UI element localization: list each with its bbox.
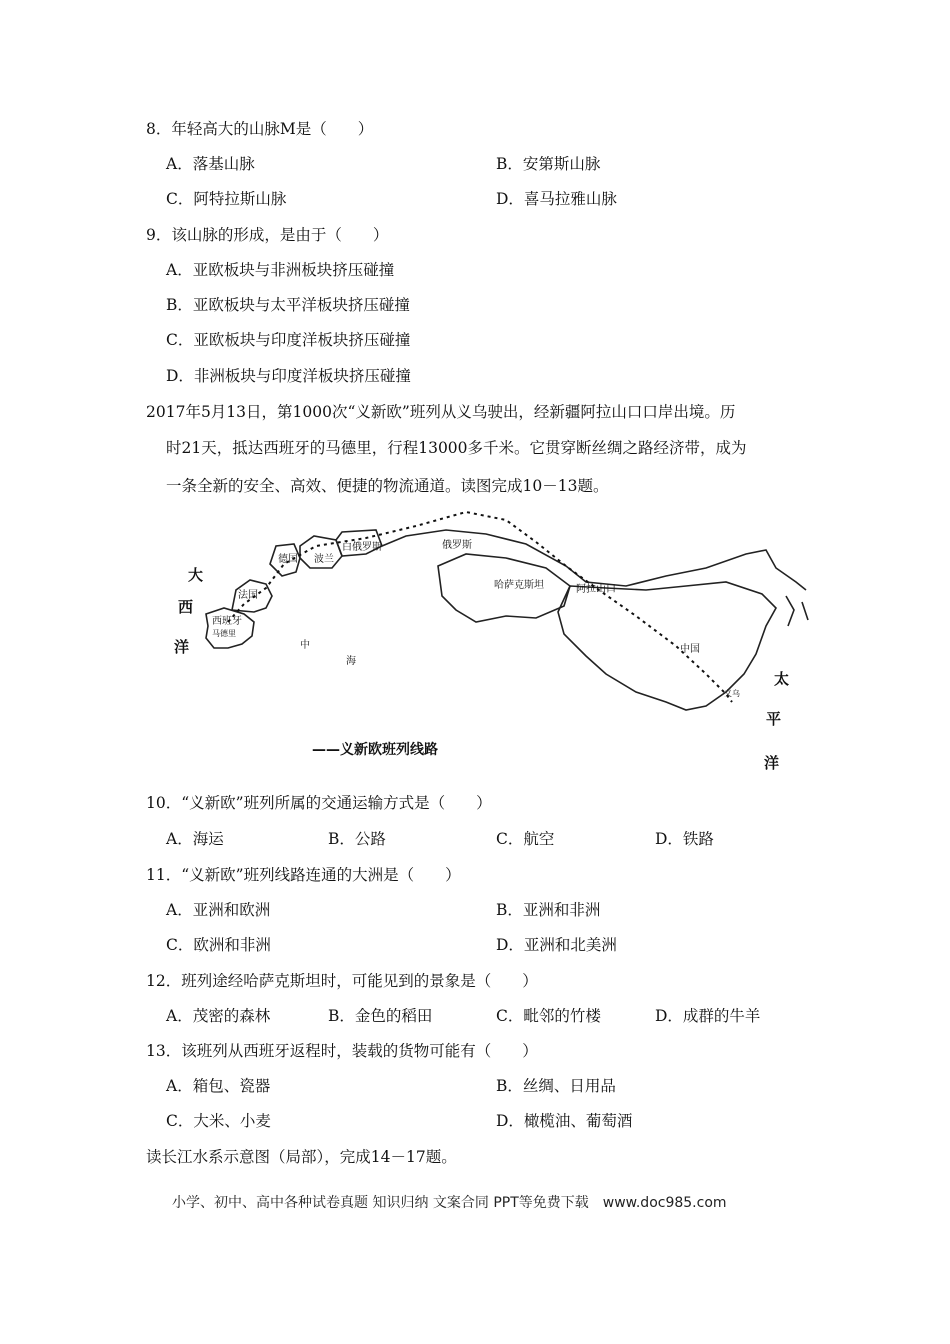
tail-instruction: 读长江水系示意图（局部），完成14－17题。 [146,1148,457,1166]
q13-option-d: D．橄榄油、葡萄酒 [496,1112,633,1130]
q9-option-d: D．非洲板块与印度洋板块挤压碰撞 [166,367,411,385]
med-label-2: 海 [346,656,356,667]
madrid-label: 马德里 [212,629,236,638]
q8-option-b: B．安第斯山脉 [496,155,601,173]
q11-option-d: D．亚洲和北美洲 [496,936,617,954]
q8-stem: 8．年轻高大的山脉M是（ ） [146,120,374,138]
poland-label: 波兰 [314,554,334,565]
q12-option-b: B．金色的稻田 [328,1007,433,1025]
q9-option-b: B．亚欧板块与太平洋板块挤压碰撞 [166,296,410,314]
q11-option-a: A．亚洲和欧洲 [166,901,271,919]
yiwu-label: 义乌 [724,689,740,698]
q10-option-d: D．铁路 [655,830,714,848]
russia-label: 俄罗斯 [442,540,472,551]
q8-option-d: D．喜马拉雅山脉 [496,190,617,208]
atlantic-label-2: 西 [178,598,194,616]
page-footer: 小学、初中、高中各种试卷真题 知识归纳 文案合同 PPT等免费下载 www.doc985.com [172,1195,727,1211]
q10-option-a: A．海运 [166,830,224,848]
route-legend: ——义新欧班列线路 [312,742,438,758]
q8-option-a: A．落基山脉 [166,155,255,173]
passage-line-2: 时21天，抵达西班牙的马德里，行程13000多千米。它贯穿断丝绸之路经济带，成为 [166,439,747,457]
q12-stem: 12．班列途经哈萨克斯坦时，可能见到的景象是（ ） [146,972,538,990]
q9-stem: 9．该山脉的形成，是由于（ ） [146,226,389,244]
alashankou-label: 阿拉山口 [576,584,616,595]
kazakhstan-label: 哈萨克斯坦 [494,580,544,591]
q11-option-c: C．欧洲和非洲 [166,936,271,954]
q11-option-b: B．亚洲和非洲 [496,901,601,919]
q10-stem: 10．“义新欧”班列所属的交通运输方式是（ ） [146,794,492,812]
q13-option-a: A．箱包、瓷器 [166,1077,271,1095]
germany-label: 德国 [278,554,298,565]
q12-option-a: A．茂密的森林 [166,1007,271,1025]
q9-option-a: A．亚欧板块与非洲板块挤压碰撞 [166,261,395,279]
belarus-label: 白俄罗斯 [342,542,382,553]
russia-outline [382,530,806,590]
q10-option-b: B．公路 [328,830,386,848]
pacific-label-3: 洋 [764,754,780,772]
med-label-1: 中 [300,640,310,651]
passage-line-1: 2017年5月13日，第1000次“义新欧”班列从义乌驶出，经新疆阿拉山口口岸出境。历 [146,403,736,421]
q13-stem: 13．该班列从西班牙返程时，装载的货物可能有（ ） [146,1042,538,1060]
pacific-label-1: 太 [774,670,790,688]
china-label: 中国 [680,644,700,655]
q9-option-c: C．亚欧板块与印度洋板块挤压碰撞 [166,331,411,349]
passage-line-3: 一条全新的安全、高效、便捷的物流通道。读图完成10－13题。 [166,477,609,495]
route-line [228,512,732,702]
q13-option-b: B．丝绸、日用品 [496,1077,616,1095]
atlantic-label-3: 洋 [174,638,190,656]
korea-japan-outline [786,596,808,626]
q11-stem: 11．“义新欧”班列线路连通的大洲是（ ） [146,866,461,884]
yixinou-route-map [166,506,812,774]
q10-option-c: C．航空 [496,830,555,848]
q13-option-c: C．大米、小麦 [166,1112,271,1130]
q8-option-c: C．阿特拉斯山脉 [166,190,287,208]
pacific-label-2: 平 [766,710,782,728]
q12-option-c: C．毗邻的竹楼 [496,1007,601,1025]
q12-option-d: D．成群的牛羊 [655,1007,761,1025]
atlantic-label-1: 大 [188,566,204,584]
iberia-outline [206,608,254,648]
france-label: 法国 [238,590,258,601]
spain-label: 西班牙 [212,616,242,627]
china-outline [558,582,776,710]
